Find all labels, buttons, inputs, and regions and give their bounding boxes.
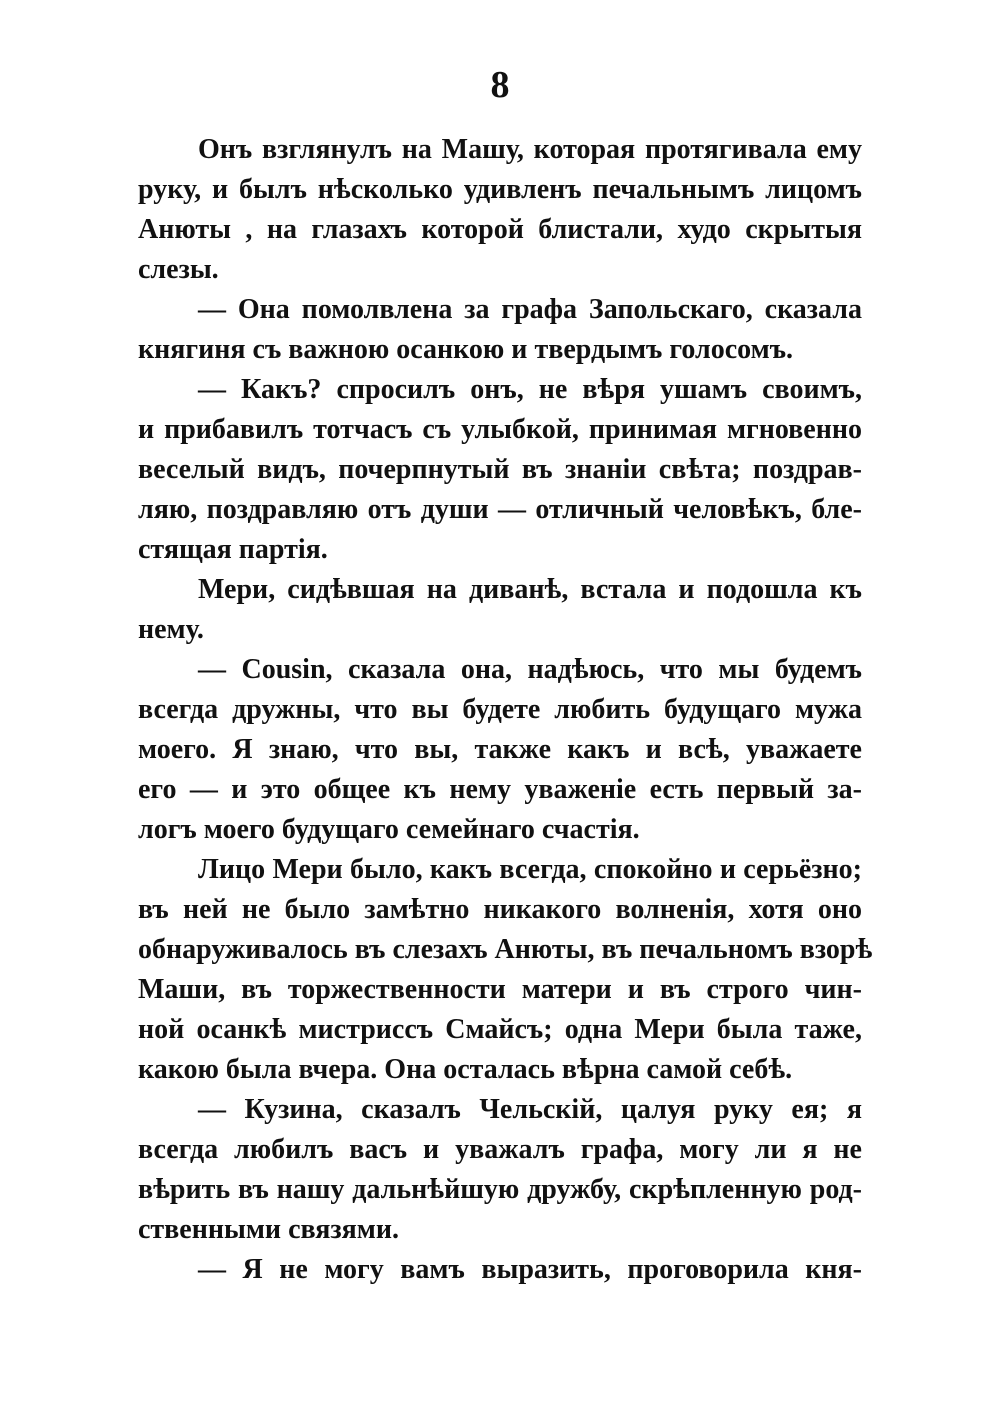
text-line: логъ моего будущаго семейнаго счастія. bbox=[138, 814, 640, 845]
text-line: обнаруживалось въ слезахъ Анюты, въ печальномъ взорѣ bbox=[138, 934, 873, 965]
text-line: моего. Я знаю, что вы, также какъ и всѣ, уважаете bbox=[138, 734, 862, 765]
text-line: ной осанкѣ мистриссъ Смайсъ; одна Мери была таже, bbox=[138, 1014, 862, 1045]
text-line: — Cousin, сказала она, надѣюсь, что мы будемъ bbox=[198, 654, 862, 685]
text-line: Мери, сидѣвшая на диванѣ, встала и подошла къ bbox=[198, 574, 862, 605]
text-line: ляю, поздравляю отъ души — отличный человѣкъ, бле- bbox=[138, 494, 862, 525]
text-line: въ ней не было замѣтно никакого волненія, хотя оно bbox=[138, 894, 862, 925]
text-line: всегда дружны, что вы будете любить будущаго мужа bbox=[138, 694, 862, 725]
text-line: нему. bbox=[138, 614, 204, 645]
text-line: веселый видъ, почерпнутый въ знаніи свѣта; поздрав- bbox=[138, 454, 862, 485]
text-line: Онъ взглянулъ на Машу, которая протягивала ему bbox=[198, 134, 862, 165]
page-number: 8 bbox=[490, 64, 510, 106]
text-line: стящая партія. bbox=[138, 534, 328, 565]
text-line: его — и это общее къ нему уваженіе есть первый за- bbox=[138, 774, 862, 805]
body-text bbox=[138, 130, 873, 1290]
text-line: княгиня съ важною осанкою и твердымъ голосомъ. bbox=[138, 334, 794, 365]
text-line: — Кузина, сказалъ Чельскій, цалуя руку ея; я bbox=[198, 1094, 862, 1125]
text-line: Лицо Мери было, какъ всегда, спокойно и серьёзно; bbox=[198, 854, 862, 885]
text-line: какою была вчера. Она осталась вѣрна самой себѣ. bbox=[138, 1054, 793, 1085]
text-line: — Она помолвлена за графа Запольскаго, сказала bbox=[198, 294, 862, 325]
text-line: вѣрить въ нашу дальнѣйшую дружбу, скрѣпленную род- bbox=[138, 1174, 862, 1205]
text-line: слезы. bbox=[138, 254, 219, 285]
text-line: Маши, въ торжественности матери и въ строго чин- bbox=[138, 974, 862, 1005]
text-line: Анюты , на глазахъ которой блистали, худо скрытыя bbox=[138, 214, 862, 245]
text-line: и прибавилъ тотчасъ съ улыбкой, принимая мгновенно bbox=[138, 414, 862, 445]
text-line: — Какъ? спросилъ онъ, не вѣря ушамъ своимъ, bbox=[198, 374, 862, 405]
text-line: руку, и былъ нѣсколько удивленъ печальнымъ лицомъ bbox=[138, 174, 862, 205]
text-line: всегда любилъ васъ и уважалъ графа, могу ли я не bbox=[138, 1134, 862, 1165]
text-line: ственными связями. bbox=[138, 1214, 399, 1245]
text-line: — Я не могу вамъ выразить, проговорила кня- bbox=[198, 1254, 862, 1285]
